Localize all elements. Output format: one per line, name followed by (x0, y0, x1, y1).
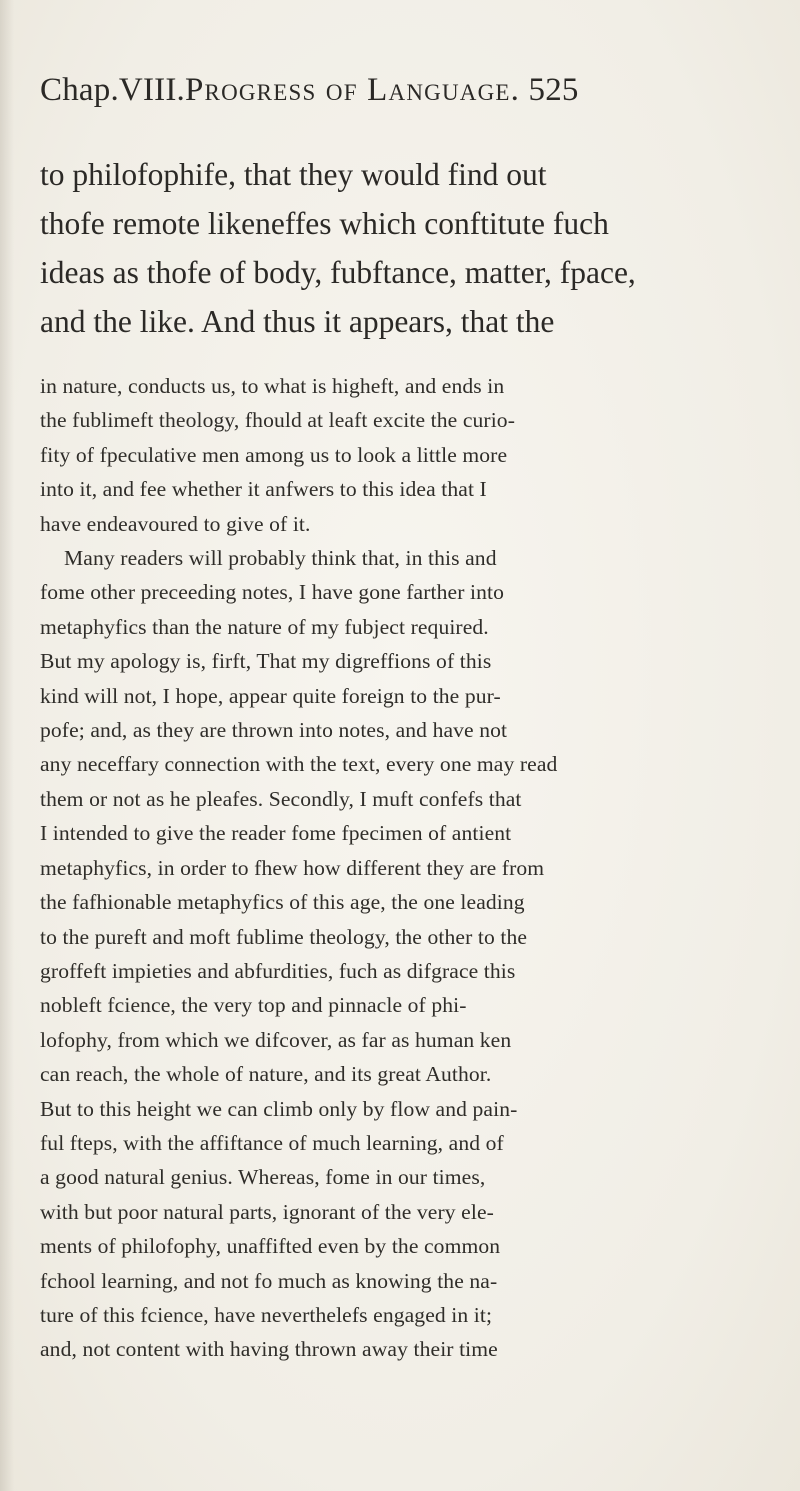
note-line: nobleft fcience, the very top and pinnacle of phi- (40, 993, 467, 1018)
note-line: metaphyfics than the nature of my fubject required. (40, 614, 489, 639)
note-line: metaphyfics, in order to fhew how different they are from (40, 855, 545, 880)
note-line: ments of philofophy, unaffifted even by the common (40, 1234, 501, 1259)
main-line: thofe remote likeneffes which conftitute fuch (40, 206, 609, 241)
footnote-block (40, 369, 770, 1367)
note-line: can reach, the whole of nature, and its great Author. (40, 1062, 492, 1087)
note-line: lofophy, from which we difcover, as far as human ken (40, 1027, 512, 1052)
note-line: the fublimeft theology, fhould at leaft excite the curio- (40, 408, 515, 433)
gutter-shadow (0, 0, 14, 1491)
note-line: ture of this fcience, have neverthelefs engaged in it; (40, 1302, 493, 1327)
running-title: Progress of Language. (184, 72, 521, 108)
note-line: the fafhionable metaphyfics of this age, the one leading (40, 890, 525, 915)
running-head (40, 72, 764, 126)
note-line: But my apology is, firft, That my digreffions of this (40, 649, 492, 674)
page-number: 525 (528, 72, 579, 108)
note-line: in nature, conducts us, to what is higheft, and ends in (40, 374, 505, 398)
note-line: them or not as he pleafes. Secondly, I muft confefs that (40, 786, 522, 811)
note-line: Many readers will probably think that, in this and (64, 546, 497, 571)
note-line: into it, and fee whether it anfwers to this idea that I (40, 477, 487, 502)
main-line: to philofophife, that they would find out (40, 157, 547, 192)
note-line: fity of fpeculative men among us to look a little more (40, 442, 508, 467)
note-line: pofe; and, as they are thrown into notes, and have not (40, 718, 508, 743)
note-line: fome other preceeding notes, I have gone farther into (40, 580, 504, 605)
note-line: any neceffary connection with the text, every one may read (40, 752, 558, 777)
note-line: with but poor natural parts, ignorant of the very ele- (40, 1199, 494, 1224)
note-line: But to this height we can climb only by flow and pain- (40, 1096, 518, 1121)
note-line: fchool learning, and not fo much as knowing the na- (40, 1268, 498, 1293)
note-line: groffeft impieties and abfurdities, fuch as difgrace this (40, 958, 516, 983)
main-line: ideas as thofe of body, fubftance, matter, fpace, (40, 255, 636, 290)
note-line: have endeavoured to give of it. (40, 511, 311, 536)
main-line: and the like. And thus it appears, that the (40, 304, 555, 339)
note-line: to the pureft and moft fublime theology, the other to the (40, 924, 528, 949)
note-line: a good natural genius. Whereas, fome in our times, (40, 1165, 486, 1190)
main-text-block (40, 150, 770, 346)
note-line: kind will not, I hope, appear quite foreign to the pur- (40, 683, 501, 708)
chapter-label: Chap.VIII. (40, 72, 185, 108)
note-line: I intended to give the reader fome fpecimen of antient (40, 821, 512, 846)
note-line: and, not content with having thrown away their time (40, 1337, 498, 1362)
note-line: ful fteps, with the affiftance of much learning, and of (40, 1130, 504, 1155)
